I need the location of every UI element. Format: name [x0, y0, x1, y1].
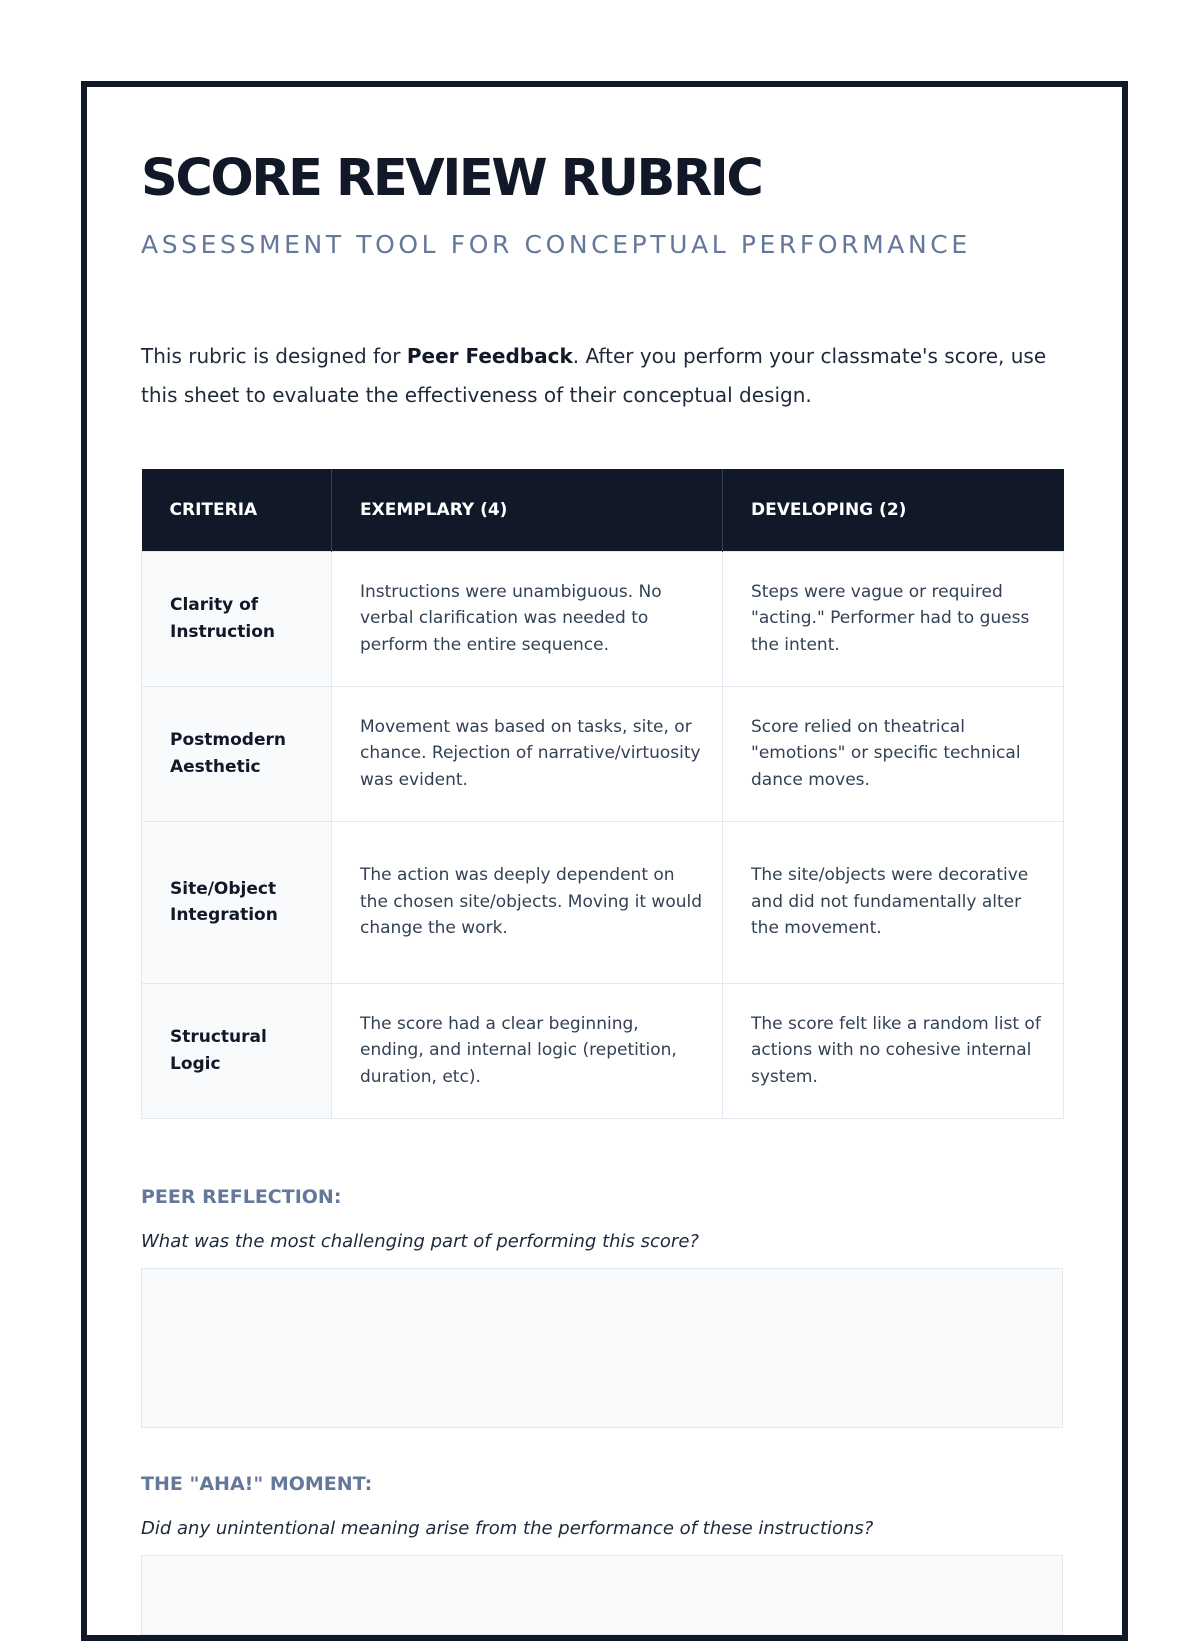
- intro-emphasis: Peer Feedback: [406, 344, 573, 368]
- column-header-developing: DEVELOPING (2): [723, 469, 1064, 551]
- criteria-cell: Postmodern Aesthetic: [142, 686, 332, 821]
- criteria-cell: Clarity of Instruction: [142, 551, 332, 686]
- table-row: [142, 551, 1064, 686]
- developing-cell: The score felt like a random list of actions with no cohesive internal system.: [723, 983, 1064, 1118]
- peer-reflection-label: PEER REFLECTION:: [141, 1186, 342, 1208]
- exemplary-cell: Movement was based on tasks, site, or chance. Rejection of narrative/virtuosity was evident.: [332, 686, 723, 821]
- intro-text-end: . After you perform your classmate's score, use this sheet to evaluate the effectiveness of their conceptual design.: [141, 344, 1047, 407]
- criteria-cell: Structural Logic: [142, 983, 332, 1118]
- peer-reflection-input[interactable]: [141, 1268, 1063, 1428]
- aha-moment-label: THE "AHA!" MOMENT:: [141, 1473, 373, 1495]
- exemplary-cell: Instructions were unambiguous. No verbal clarification was needed to perform the entire sequence.: [332, 551, 723, 686]
- column-header-exemplary: EXEMPLARY (4): [332, 469, 723, 551]
- table-row: [142, 686, 1064, 821]
- page-subtitle: ASSESSMENT TOOL FOR CONCEPTUAL PERFORMANCE: [141, 230, 971, 259]
- column-header-criteria: CRITERIA: [142, 469, 332, 551]
- criteria-cell: Site/Object Integration: [142, 821, 332, 983]
- rubric-header-row: [142, 469, 1064, 551]
- developing-cell: Steps were vague or required "acting." Performer had to guess the intent.: [723, 551, 1064, 686]
- aha-moment-prompt: Did any unintentional meaning arise from the performance of these instructions?: [141, 1518, 874, 1539]
- aha-moment-input[interactable]: [141, 1555, 1063, 1635]
- table-row: [142, 821, 1064, 983]
- exemplary-cell: The score had a clear beginning, ending, and internal logic (repetition, duration, etc).: [332, 983, 723, 1118]
- page-title: SCORE REVIEW RUBRIC: [141, 149, 762, 208]
- rubric-table: [141, 469, 1064, 1119]
- rubric-sheet: [81, 81, 1128, 1641]
- intro-paragraph: [141, 337, 1069, 415]
- developing-cell: Score relied on theatrical "emotions" or specific technical dance moves.: [723, 686, 1064, 821]
- exemplary-cell: The action was deeply dependent on the chosen site/objects. Moving it would change the work.: [332, 821, 723, 983]
- developing-cell: The site/objects were decorative and did not fundamentally alter the movement.: [723, 821, 1064, 983]
- peer-reflection-prompt: What was the most challenging part of performing this score?: [141, 1231, 699, 1252]
- table-row: [142, 983, 1064, 1118]
- intro-text-start: This rubric is designed for: [141, 344, 407, 368]
